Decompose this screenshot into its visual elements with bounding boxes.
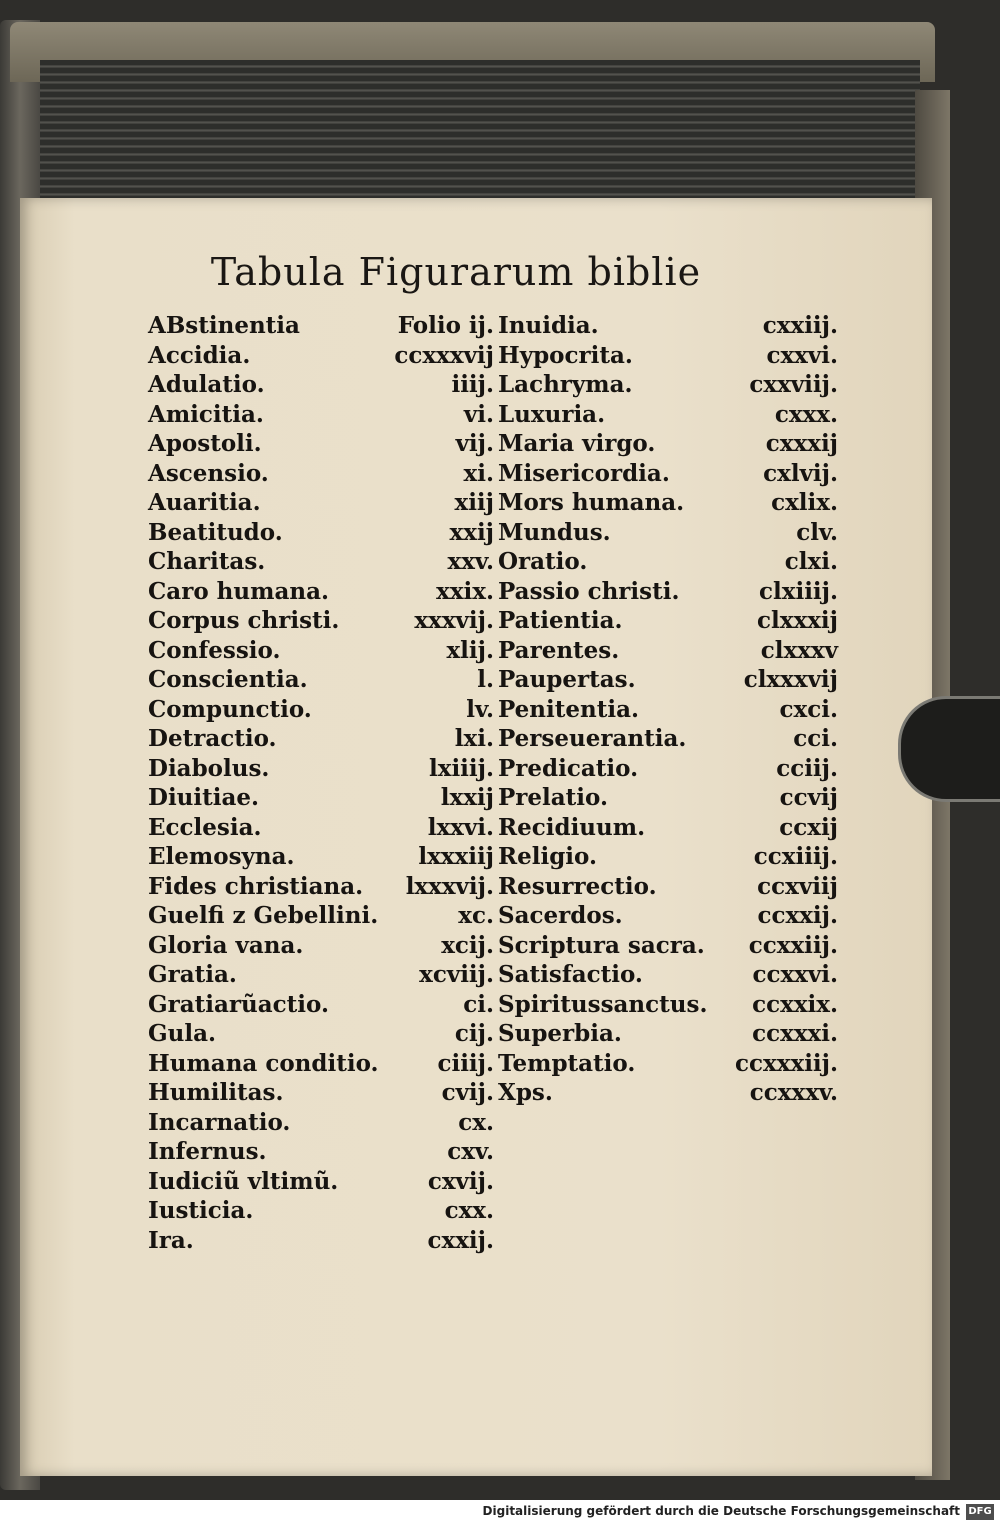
entry-name: Apostoli. [148, 430, 262, 457]
entry-name: Corpus christi. [148, 607, 340, 634]
entry-name: Patientia. [498, 607, 623, 634]
index-entry [498, 991, 838, 1021]
entry-folio: cciij. [776, 754, 838, 782]
entry-folio: ccxxiij. [748, 931, 838, 959]
entry-folio: clxxxv [760, 636, 838, 664]
entry-name: Prelatio. [498, 784, 608, 811]
index-entry [148, 755, 494, 785]
page-edges [40, 60, 920, 204]
index-entry [498, 1050, 838, 1080]
index-entry [148, 430, 494, 460]
entry-name: Iusticia. [148, 1197, 254, 1224]
entry-folio: cxci. [779, 695, 838, 723]
entry-name: Conscientia. [148, 666, 308, 693]
entry-folio: cx. [458, 1108, 494, 1136]
entry-name: Hypocrita. [498, 341, 633, 369]
entry-name: ABstinentia [148, 312, 300, 339]
entry-folio: cxxij. [427, 1226, 494, 1254]
entry-name: Ecclesia. [148, 813, 262, 841]
entry-folio: ccxxij. [757, 902, 838, 929]
entry-name: Perseuerantia. [498, 725, 687, 752]
entry-folio: xxix. [436, 577, 494, 605]
index-entry [498, 519, 838, 549]
funding-credit: Digitalisierung gefördert durch die Deutsche Forschungsgemeinschaft [482, 1504, 960, 1518]
index-entry [148, 696, 494, 726]
entry-folio: clxiiij. [759, 577, 838, 605]
entry-folio: cxxiij. [762, 312, 838, 339]
entry-name: Lachryma. [498, 371, 633, 398]
index-entry [498, 843, 838, 873]
index-entry [148, 961, 494, 991]
entry-folio: cxlvij. [763, 459, 838, 487]
entry-name: Elemosyna. [148, 843, 295, 870]
index-entry [498, 873, 838, 903]
book-clasp [898, 696, 1000, 802]
entry-name: Luxuria. [498, 400, 606, 428]
index-entry [148, 843, 494, 873]
footer-bar [0, 1500, 1000, 1525]
entry-name: Temptatio. [498, 1049, 636, 1077]
index-entry [148, 342, 494, 372]
entry-folio: Folio ij. [397, 312, 494, 339]
book-page [20, 198, 932, 1476]
entry-name: Diabolus. [148, 754, 270, 782]
entry-name: Paupertas. [498, 666, 636, 693]
entry-folio: lxxxvij. [405, 872, 494, 900]
index-entry [498, 548, 838, 578]
index-entry [148, 1168, 494, 1198]
entry-folio: lv. [466, 695, 494, 723]
entry-folio: clxi. [784, 548, 838, 575]
entry-name: Inuidia. [498, 312, 599, 339]
entry-folio: xxxvij. [414, 607, 494, 634]
entry-name: Religio. [498, 843, 597, 870]
entry-name: Auaritia. [148, 489, 261, 516]
entry-folio: ci. [463, 990, 494, 1018]
entry-folio: cxxx. [774, 400, 838, 428]
index-entry [498, 637, 838, 667]
entry-name: Passio christi. [498, 577, 680, 605]
index-entry [148, 666, 494, 696]
index-entry [148, 637, 494, 667]
entry-folio: ccxxxv. [749, 1079, 838, 1106]
index-entry [148, 312, 494, 342]
index-entry [148, 1079, 494, 1109]
entry-folio: clv. [796, 518, 838, 546]
entry-folio: xcviij. [419, 961, 494, 988]
index-entry [148, 371, 494, 401]
entry-folio: vij. [455, 430, 494, 457]
index-entry [498, 784, 838, 814]
index-entry [498, 932, 838, 962]
entry-folio: xlij. [446, 636, 494, 664]
entry-name: Adulatio. [148, 371, 265, 398]
index-entry [498, 814, 838, 844]
index-column-left [148, 312, 494, 1256]
entry-name: Gratia. [148, 961, 237, 988]
entry-folio: lxiiij. [429, 754, 494, 782]
index-entry [148, 991, 494, 1021]
entry-name: Caro humana. [148, 577, 329, 605]
index-entry [148, 902, 494, 932]
entry-name: Resurrectio. [498, 872, 657, 900]
entry-folio: xcij. [441, 931, 494, 959]
entry-folio: ccxij [779, 813, 838, 841]
entry-folio: ciiij. [437, 1049, 494, 1077]
entry-name: Gloria vana. [148, 931, 304, 959]
index-entry [498, 578, 838, 608]
index-entry [498, 607, 838, 637]
index-entry [498, 342, 838, 372]
entry-name: Infernus. [148, 1138, 267, 1165]
entry-folio: xc. [458, 902, 494, 929]
entry-folio: cxx. [444, 1197, 494, 1224]
index-entry [498, 755, 838, 785]
index-entry [498, 1020, 838, 1050]
entry-name: Guelfi z Gebellini. [148, 902, 379, 929]
index-entry [498, 460, 838, 490]
entry-folio: ccxxxvij [394, 341, 494, 369]
entry-folio: xi. [463, 459, 494, 487]
index-entry [148, 460, 494, 490]
entry-folio: ccxxvi. [752, 961, 838, 988]
entry-folio: cxxvi. [766, 341, 838, 369]
entry-folio: lxxvi. [427, 813, 494, 841]
entry-name: Incarnatio. [148, 1108, 291, 1136]
entry-folio: lxxxiij [418, 843, 494, 870]
entry-folio: clxxxij [757, 607, 838, 634]
entry-folio: cxv. [447, 1138, 494, 1165]
entry-name: Ascensio. [148, 459, 269, 487]
entry-name: Charitas. [148, 548, 266, 575]
entry-folio: lxxij [440, 784, 494, 811]
entry-folio: cxlix. [771, 489, 838, 516]
entry-name: Detractio. [148, 725, 277, 752]
entry-folio: l. [477, 666, 494, 693]
index-entry [498, 489, 838, 519]
index-entry [148, 519, 494, 549]
entry-folio: clxxxvij [743, 666, 838, 693]
entry-name: Parentes. [498, 636, 620, 664]
index-entry [498, 312, 838, 342]
entry-folio: cxvij. [427, 1167, 494, 1195]
index-entry [148, 548, 494, 578]
entry-name: Diuitiae. [148, 784, 260, 811]
entry-name: Gula. [148, 1020, 217, 1047]
entry-folio: xxv. [447, 548, 494, 575]
entry-folio: ccxviij [757, 872, 838, 900]
entry-name: Sacerdos. [498, 902, 623, 929]
entry-name: Superbia. [498, 1020, 622, 1047]
entry-name: Fides christiana. [148, 872, 364, 900]
entry-name: Compunctio. [148, 695, 312, 723]
entry-name: Accidia. [148, 341, 251, 369]
index-entry [148, 873, 494, 903]
index-entry [148, 1109, 494, 1139]
entry-folio: cvij. [441, 1079, 494, 1106]
index-entry [148, 725, 494, 755]
entry-name: Mundus. [498, 518, 611, 546]
index-entry [148, 814, 494, 844]
index-entry [148, 1227, 494, 1257]
entry-folio: ccxxix. [752, 990, 838, 1018]
index-entry [498, 371, 838, 401]
index-entry [148, 784, 494, 814]
entry-folio: xiij [454, 489, 494, 516]
index-entry [148, 489, 494, 519]
page-title: Tabula Figurarum biblie [210, 250, 702, 294]
entry-name: Xps. [498, 1079, 553, 1106]
dfg-logo-icon: DFG [966, 1504, 994, 1520]
entry-name: Mors humana. [498, 489, 685, 516]
index-column-right [498, 312, 838, 1109]
entry-folio: ccxiiij. [753, 843, 838, 870]
entry-name: Maria virgo. [498, 430, 656, 457]
entry-name: Confessio. [148, 636, 281, 664]
entry-folio: cci. [793, 725, 838, 752]
entry-name: Recidiuum. [498, 813, 646, 841]
index-entry [498, 666, 838, 696]
index-entry [498, 696, 838, 726]
entry-name: Scriptura sacra. [498, 931, 705, 959]
index-entry [148, 1197, 494, 1227]
index-entry [498, 401, 838, 431]
index-entry [498, 902, 838, 932]
entry-folio: ccxxxiij. [735, 1049, 838, 1077]
index-entry [148, 607, 494, 637]
index-entry [148, 1050, 494, 1080]
entry-name: Iudiciũ vltimũ. [148, 1167, 339, 1195]
entry-folio: cxxviij. [749, 371, 838, 398]
index-entry [148, 578, 494, 608]
entry-folio: ccxxxi. [752, 1020, 838, 1047]
entry-name: Predicatio. [498, 754, 639, 782]
entry-name: Amicitia. [148, 400, 264, 428]
index-entry [498, 725, 838, 755]
entry-name: Penitentia. [498, 695, 640, 723]
entry-name: Gratiarũactio. [148, 990, 329, 1018]
entry-name: Humana conditio. [148, 1049, 379, 1077]
entry-name: Humilitas. [148, 1079, 284, 1106]
index-entry [498, 430, 838, 460]
entry-folio: iiij. [451, 371, 494, 398]
index-entry [148, 401, 494, 431]
entry-folio: vi. [463, 400, 494, 428]
entry-folio: xxij [449, 518, 494, 546]
index-entry [148, 932, 494, 962]
entry-name: Misericordia. [498, 459, 670, 487]
index-entry [148, 1138, 494, 1168]
entry-name: Beatitudo. [148, 518, 283, 546]
entry-name: Satisfactio. [498, 961, 643, 988]
entry-folio: cij. [454, 1020, 494, 1047]
entry-folio: cxxxij [765, 430, 838, 457]
entry-folio: ccvij [779, 784, 838, 811]
index-entry [498, 1079, 838, 1109]
index-entry [498, 961, 838, 991]
entry-folio: lxi. [454, 725, 494, 752]
entry-name: Ira. [148, 1226, 194, 1254]
entry-name: Spiritussanctus. [498, 990, 708, 1018]
index-entry [148, 1020, 494, 1050]
entry-name: Oratio. [498, 548, 588, 575]
